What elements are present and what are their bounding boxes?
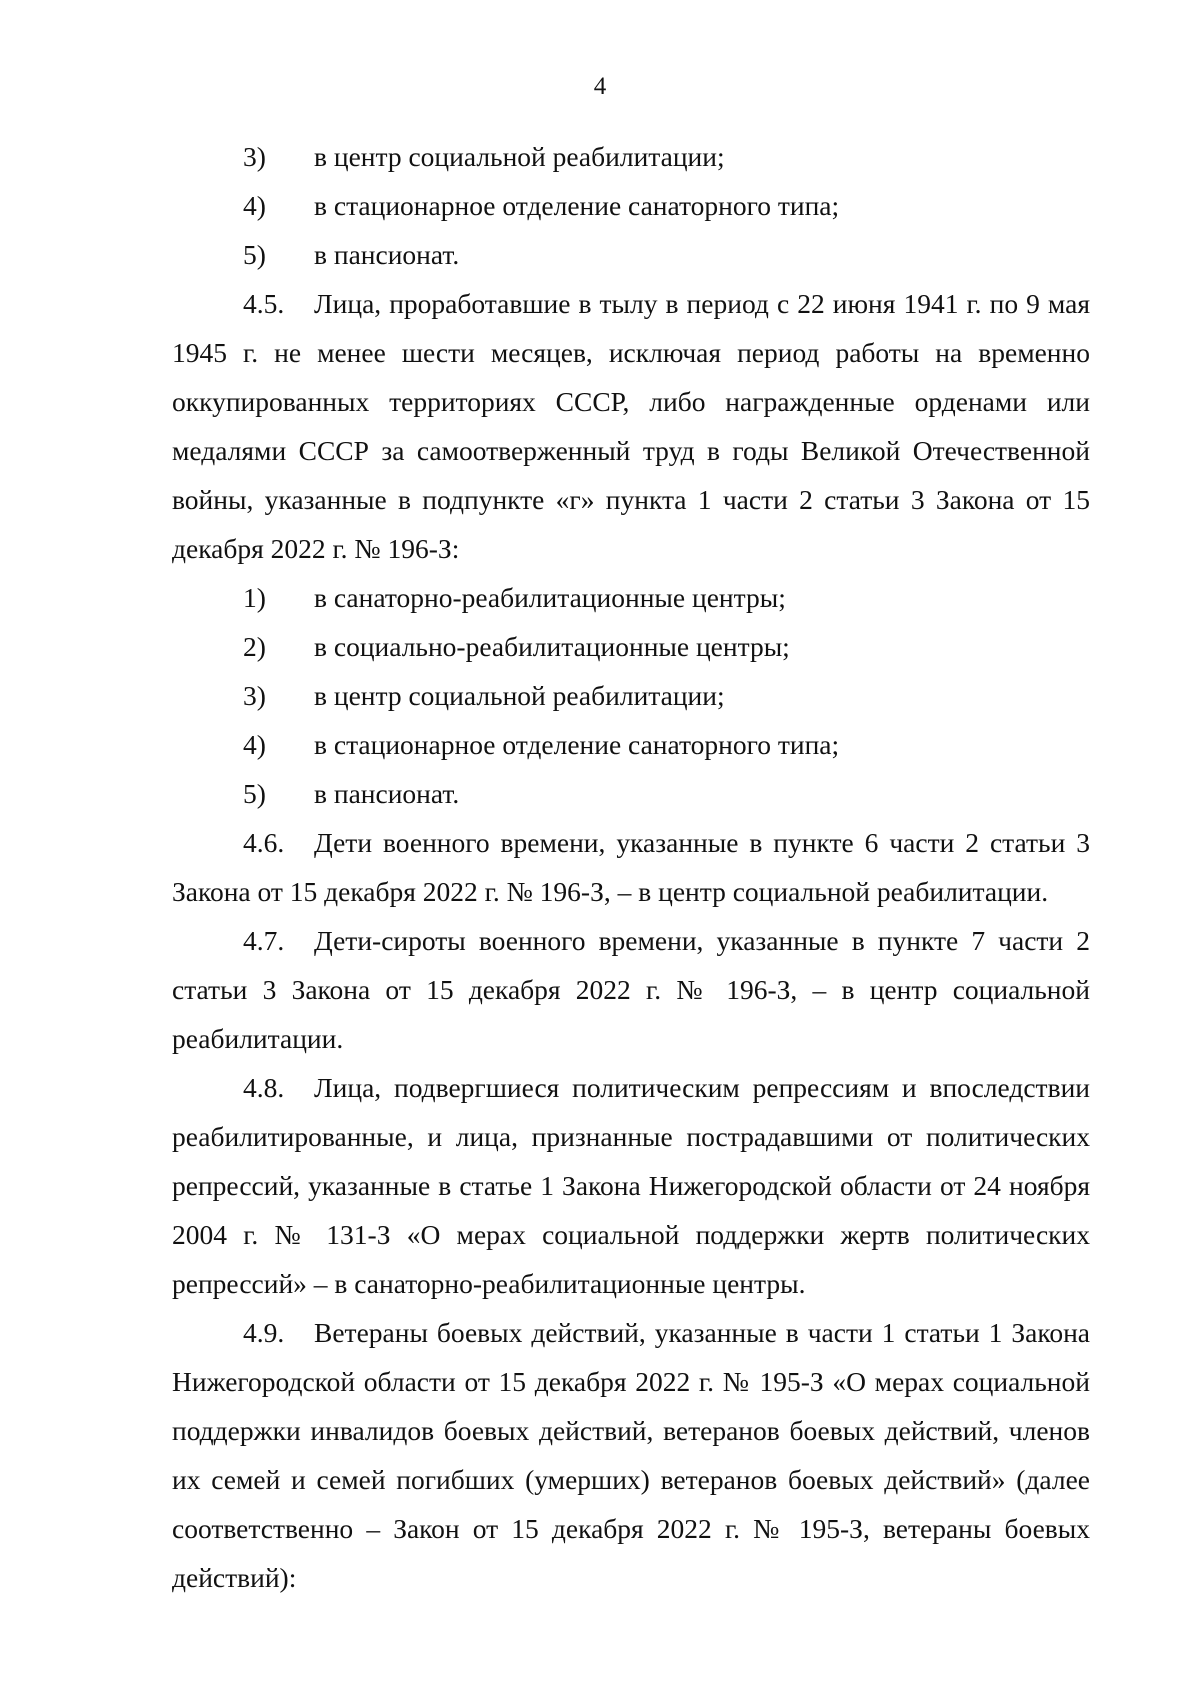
list-item-number: 4) (243, 190, 266, 221)
list-item-number: 3) (243, 141, 266, 172)
paragraph-number: 4.9. (243, 1317, 285, 1348)
paragraph-text: Дети-сироты военного времени, указанные в пункте 7 части 2 статьи 3 Закона от 15 декабря 2022 г. № 196-З, – в центр социальной реабилитации. (172, 925, 1090, 1054)
paragraph-4-9 (172, 1308, 1090, 1602)
list-item-number: 3) (243, 680, 266, 711)
list-item-text: в центр социальной реабилитации; (314, 141, 725, 172)
paragraph-number: 4.8. (243, 1072, 285, 1103)
list-item-text: в стационарное отделение санаторного типа; (314, 729, 840, 760)
list-item-text: в пансионат. (314, 778, 460, 809)
list-item-text: в социально-реабилитационные центры; (314, 631, 790, 662)
paragraph-4-5 (172, 279, 1090, 573)
list-item-number: 2) (243, 631, 266, 662)
list-item (172, 622, 1090, 671)
list-item-number: 4) (243, 729, 266, 760)
list-item (172, 573, 1090, 622)
list-item-text: в пансионат. (314, 239, 460, 270)
list-item (172, 720, 1090, 769)
paragraph-text: Дети военного времени, указанные в пункте 6 части 2 статьи 3 Закона от 15 декабря 2022 г. № 196-З, – в центр социальной реабилитации. (172, 827, 1090, 907)
paragraph-number: 4.7. (243, 925, 285, 956)
paragraph-text: Лица, подвергшиеся политическим репрессиям и впоследствии реабилитированные, и лица, признанные пострадавшими от политических репрессий, указанные в статье 1 Закона Нижегородской области от 24 ноября 2004 г. № 131-З «О мерах социальной поддержки жертв политических репрессий» – в санаторно-реабилитационные центры. (172, 1072, 1090, 1299)
list-item (172, 181, 1090, 230)
document-body (172, 132, 1090, 1602)
paragraph-4-7 (172, 916, 1090, 1063)
paragraph-4-8 (172, 1063, 1090, 1308)
list-item-number: 5) (243, 778, 266, 809)
list-item-text: в санаторно-реабилитационные центры; (314, 582, 786, 613)
paragraph-4-6 (172, 818, 1090, 916)
list-item-number: 1) (243, 582, 266, 613)
paragraph-text: Ветераны боевых действий, указанные в части 1 статьи 1 Закона Нижегородской области от 15 декабря 2022 г. № 195-З «О мерах социальной поддержки инвалидов боевых действий, ветеранов боевых действий, членов их семей и семей погибших (умерших) ветеранов боевых действий» (далее соответственно – Закон от 15 декабря 2022 г. № 195-З, ветераны боевых действий): (172, 1317, 1090, 1593)
paragraph-number: 4.5. (243, 288, 285, 319)
list-item (172, 671, 1090, 720)
page-number: 4 (593, 73, 607, 100)
list-item-number: 5) (243, 239, 266, 270)
list-item-text: в центр социальной реабилитации; (314, 680, 725, 711)
list-item (172, 132, 1090, 181)
list-item (172, 230, 1090, 279)
paragraph-number: 4.6. (243, 827, 285, 858)
list-item-text: в стационарное отделение санаторного типа; (314, 190, 840, 221)
paragraph-text: Лица, проработавшие в тылу в период с 22 июня 1941 г. по 9 мая 1945 г. не менее шести месяцев, исключая период работы на временно оккупированных территориях СССР, либо награжденные орденами или медалями СССР за самоотверженный труд в годы Великой Отечественной войны, указанные в подпункте «г» пункта 1 части 2 статьи 3 Закона от 15 декабря 2022 г. № 196-З: (172, 288, 1090, 564)
list-item (172, 769, 1090, 818)
